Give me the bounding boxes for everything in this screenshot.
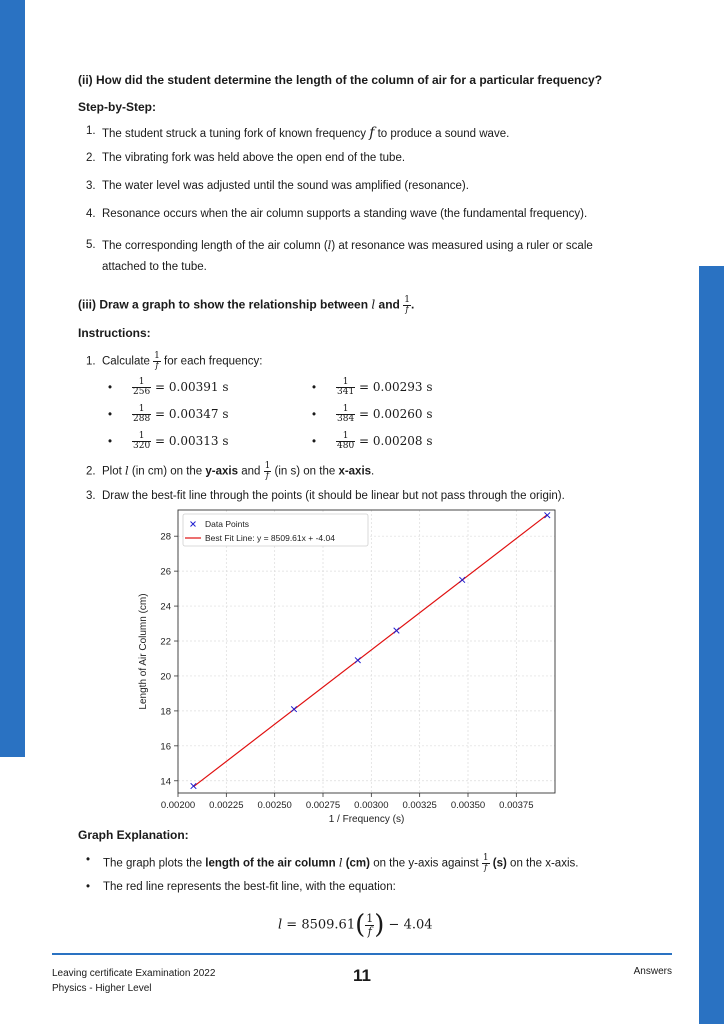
x-tick-label: 0.00300 xyxy=(354,800,389,811)
question-ii-heading: (ii) How did the student determine the length of the column of air for a particular frequency? xyxy=(78,73,603,87)
y-tick-label: 14 xyxy=(160,776,171,788)
best-fit-equation: l = 8509.61( $\frac{1}{f}$ ) − 4.04 xyxy=(278,910,433,940)
x-tick-label: 0.00250 xyxy=(257,800,292,811)
x-tick-label: 0.00225 xyxy=(209,800,244,811)
y-tick-label: 16 xyxy=(160,741,171,753)
graph-explanation-heading: Graph Explanation: xyxy=(78,828,189,842)
y-tick-label: 24 xyxy=(160,601,171,613)
list-item: 1. The student struck a tuning fork of known frequency f to produce a sound wave. xyxy=(86,125,510,141)
page-number: 11 xyxy=(353,966,371,985)
data-point xyxy=(544,512,550,518)
data-point xyxy=(459,577,465,583)
x-tick-label: 0.00325 xyxy=(402,800,437,811)
x-tick-label: 0.00275 xyxy=(305,800,341,811)
y-tick-label: 26 xyxy=(160,566,171,578)
y-tick-label: 20 xyxy=(160,671,171,683)
instruction-step-2: 2. Plot l (in cm) on the y-axis and $\frac{1}{f}$ (in s) on the x-axis. xyxy=(86,461,375,481)
length-vs-inverse-frequency-chart xyxy=(130,505,570,825)
data-point xyxy=(394,628,400,634)
left-accent-bar xyxy=(0,0,25,757)
legend-label-data-points: Data Points xyxy=(205,519,249,529)
list-item: 4. Resonance occurs when the air column supports a standing wave (the fundamental frequency). xyxy=(86,208,588,220)
footer-exam-info: Leaving certificate Examination 2022 Physics - Higher Level xyxy=(52,968,216,994)
footer-divider xyxy=(52,953,672,955)
x-axis-label: 1 / Frequency (s) xyxy=(328,814,405,825)
footer-section-label: Answers xyxy=(633,966,672,977)
legend-label-best-fit: Best Fit Line: y = 8509.61x + -4.04 xyxy=(205,533,335,543)
right-accent-bar xyxy=(699,266,724,1024)
list-item: 2. The vibrating fork was held above the open end of the tube. xyxy=(86,152,406,164)
data-point xyxy=(355,657,361,663)
y-axis-label: Length of Air Column (cm) xyxy=(138,593,149,710)
instruction-step-3: 3. Draw the best-fit line through the points (it should be linear but not pass through the origin). xyxy=(86,490,565,502)
x-tick-label: 0.00350 xyxy=(450,800,486,811)
x-tick-label: 0.00200 xyxy=(160,800,196,811)
instructions-heading: Instructions: xyxy=(78,326,151,340)
question-iii-heading: (iii) Draw a graph to show the relationship between l and $\frac{1}{f}$ . xyxy=(78,295,415,315)
step-by-step-heading: Step-by-Step: xyxy=(78,100,156,114)
x-tick-label: 0.00375 xyxy=(499,800,534,811)
y-tick-label: 28 xyxy=(160,531,171,543)
list-item: 3. The water level was adjusted until the sound was amplified (resonance). xyxy=(86,180,469,192)
y-tick-label: 18 xyxy=(160,706,171,718)
data-point xyxy=(191,783,197,789)
y-tick-label: 22 xyxy=(160,636,171,648)
list-item: 5. The corresponding length of the air column (l) at resonance was measured using a ruler or scale attached to the tube. xyxy=(86,238,593,273)
instruction-step-1: 1. Calculate $\frac{1}{f}$ for each frequency: xyxy=(86,351,263,371)
